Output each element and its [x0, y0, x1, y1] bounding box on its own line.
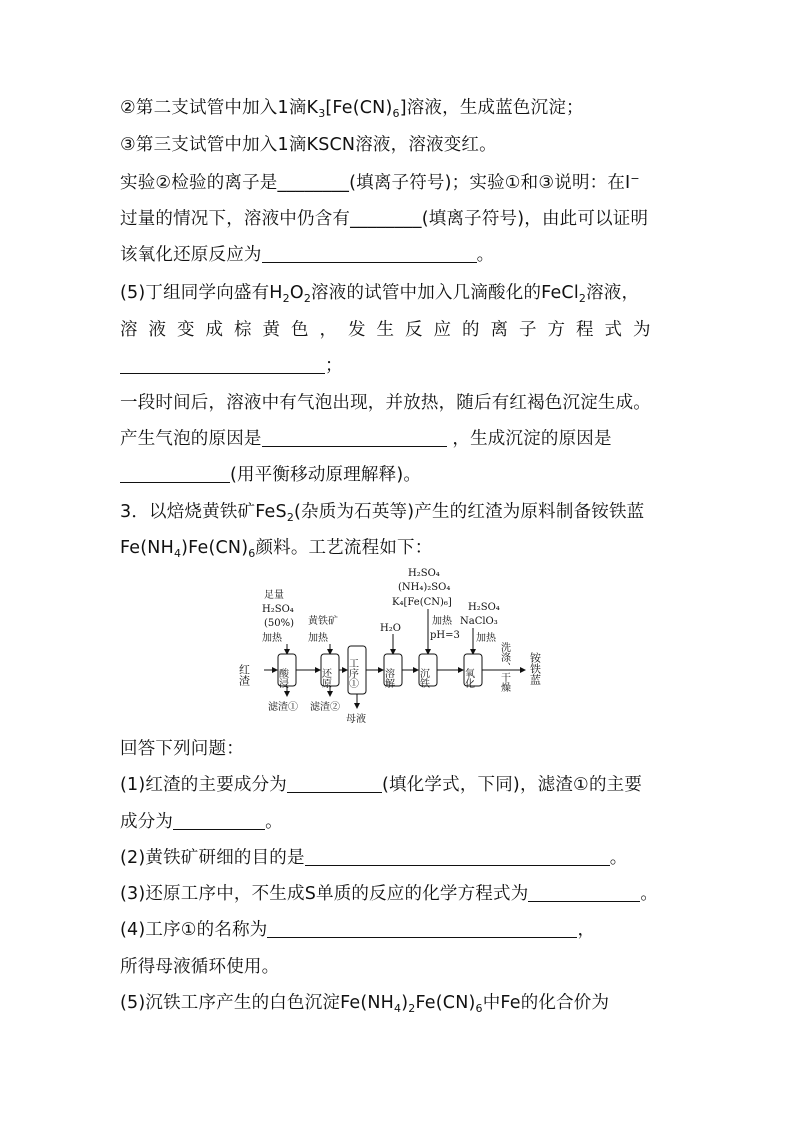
text-line-p5: 过量的情况下，溶液中仍含有________(填离子符号)，由此可以证明	[120, 209, 649, 229]
svg-text:pH=3: pH=3	[430, 630, 460, 641]
svg-text:溶解: 溶解	[382, 668, 394, 688]
text-line-q5-6: (用平衡移动原理解释)。	[120, 463, 680, 487]
svg-text:H₂SO₄: H₂SO₄	[468, 602, 500, 613]
text-line-q5-3: ；	[120, 354, 680, 378]
svg-text:加热: 加热	[476, 633, 496, 644]
flow-step-precipitate	[418, 654, 438, 689]
text-line-sq4-2: 所得母液循环使用。	[120, 957, 280, 977]
svg-text:K₄[Fe(CN)₆]: K₄[Fe(CN)₆]	[392, 597, 452, 608]
svg-text:沉铁: 沉铁	[417, 668, 429, 688]
svg-text:足量: 足量	[264, 590, 284, 601]
reagent-precip	[392, 568, 460, 654]
answer-blank[interactable]	[120, 464, 230, 483]
text-line-q5: (5)丁组同学向盛有$H_2O_2$溶液的试管中加入几滴酸化的FeCl$_2$溶液，	[120, 283, 640, 305]
flow-step-reduce	[320, 654, 340, 688]
svg-text:H₂SO₄: H₂SO₄	[262, 604, 294, 615]
answer-blank[interactable]	[262, 244, 477, 263]
svg-text:滤渣①: 滤渣①	[268, 702, 298, 713]
svg-text:滤渣②: 滤渣②	[310, 702, 340, 713]
text-line-sq3: (3)还原工序中，不生成S单质的反应的化学方程式为 。	[120, 884, 659, 904]
text-line-answer-intro: 回答下列问题：	[120, 739, 244, 759]
answer-blank[interactable]	[528, 883, 640, 902]
answer-blank[interactable]	[305, 847, 610, 866]
svg-text:H₂SO₄: H₂SO₄	[408, 568, 440, 579]
text-line-q3: 3．以焙烧黄铁矿FeS$_2$(杂质为石英等)产生的红渣为原料制备铵铁蓝	[120, 502, 645, 524]
text-line-q5-2: 溶液变成棕黄色，发生反应的离子方程式为	[120, 320, 662, 340]
answer-blank[interactable]	[287, 774, 382, 793]
reagent-reduce	[308, 614, 338, 654]
text-line-p3: ③第三支试管中加入1滴KSCN溶液，溶液变红。	[120, 135, 497, 155]
svg-text:加热: 加热	[432, 616, 452, 627]
answer-blank[interactable]	[267, 919, 577, 938]
text-line-q5-5: 产生气泡的原因是 ，生成沉淀的原因是	[120, 429, 612, 449]
text-line-sq5: (5)沉铁工序产生的白色沉淀$Fe(NH_4)_2Fe(CN)_6$中Fe的化合价为	[120, 993, 610, 1015]
svg-text:(50%): (50%)	[264, 618, 295, 629]
text-line-q5-4: 一段时间后，溶液中有气泡出现，并放热，随后有红褐色沉淀生成。	[120, 393, 651, 413]
text-line-sq1: (1)红渣的主要成分为 (填化学式，下同)，滤渣①的主要	[120, 775, 643, 795]
flow-output-residue2	[310, 686, 340, 713]
text-line-sq2: (2)黄铁矿研细的目的是 。	[120, 848, 628, 868]
svg-text:氧化: 氧化	[462, 668, 474, 688]
flow-output-residue1	[268, 686, 298, 713]
reagent-dissolve	[380, 623, 401, 654]
svg-text:还原: 还原	[319, 668, 331, 688]
flow-start-label: 红渣	[237, 664, 251, 686]
reagent-oxid	[460, 602, 500, 654]
text-line-sq1-2: 成分为 。	[120, 812, 283, 832]
svg-text:工序①: 工序①	[346, 658, 358, 688]
svg-text:加热: 加热	[308, 633, 328, 644]
flow-step-process1	[347, 646, 367, 694]
svg-text:加热: 加热	[262, 633, 282, 644]
reagent-acid	[262, 589, 294, 654]
svg-text:(NH₄)₂SO₄: (NH₄)₂SO₄	[398, 582, 451, 593]
svg-text:母液: 母液	[346, 714, 366, 725]
svg-text:H₂O: H₂O	[380, 623, 401, 634]
answer-blank[interactable]	[120, 355, 325, 374]
svg-text:酸浸: 酸浸	[276, 668, 288, 688]
svg-text:黄铁矿: 黄铁矿	[308, 616, 338, 627]
flow-step-oxidize	[463, 654, 483, 688]
text-line-p4: 实验②检验的离子是________(填离子符号)；实验①和③说明：在I−	[120, 172, 640, 193]
text-line-p2: ②第二支试管中加入1滴$K_3[Fe(CN)_6]$溶液，生成蓝色沉淀；	[120, 98, 584, 120]
flow-final-label: 铵铁蓝	[528, 652, 542, 685]
flow-wash-label: 洗涤、干燥	[498, 642, 510, 692]
answer-blank[interactable]	[173, 811, 265, 830]
text-line-sq4: (4)工序①的名称为 ，	[120, 920, 596, 940]
process-flowchart	[237, 566, 570, 726]
flow-step-dissolve	[383, 654, 403, 689]
text-line-q3-2: $Fe(NH_4)Fe(CN)_6$颜料。工艺流程如下：	[120, 538, 433, 560]
flow-step-acid-leach	[277, 654, 297, 689]
svg-text:NaClO₃: NaClO₃	[460, 616, 498, 627]
text-line-p6: 该氧化还原反应为 。	[120, 245, 495, 265]
flow-output-mother	[346, 694, 366, 725]
answer-blank[interactable]	[262, 428, 447, 447]
